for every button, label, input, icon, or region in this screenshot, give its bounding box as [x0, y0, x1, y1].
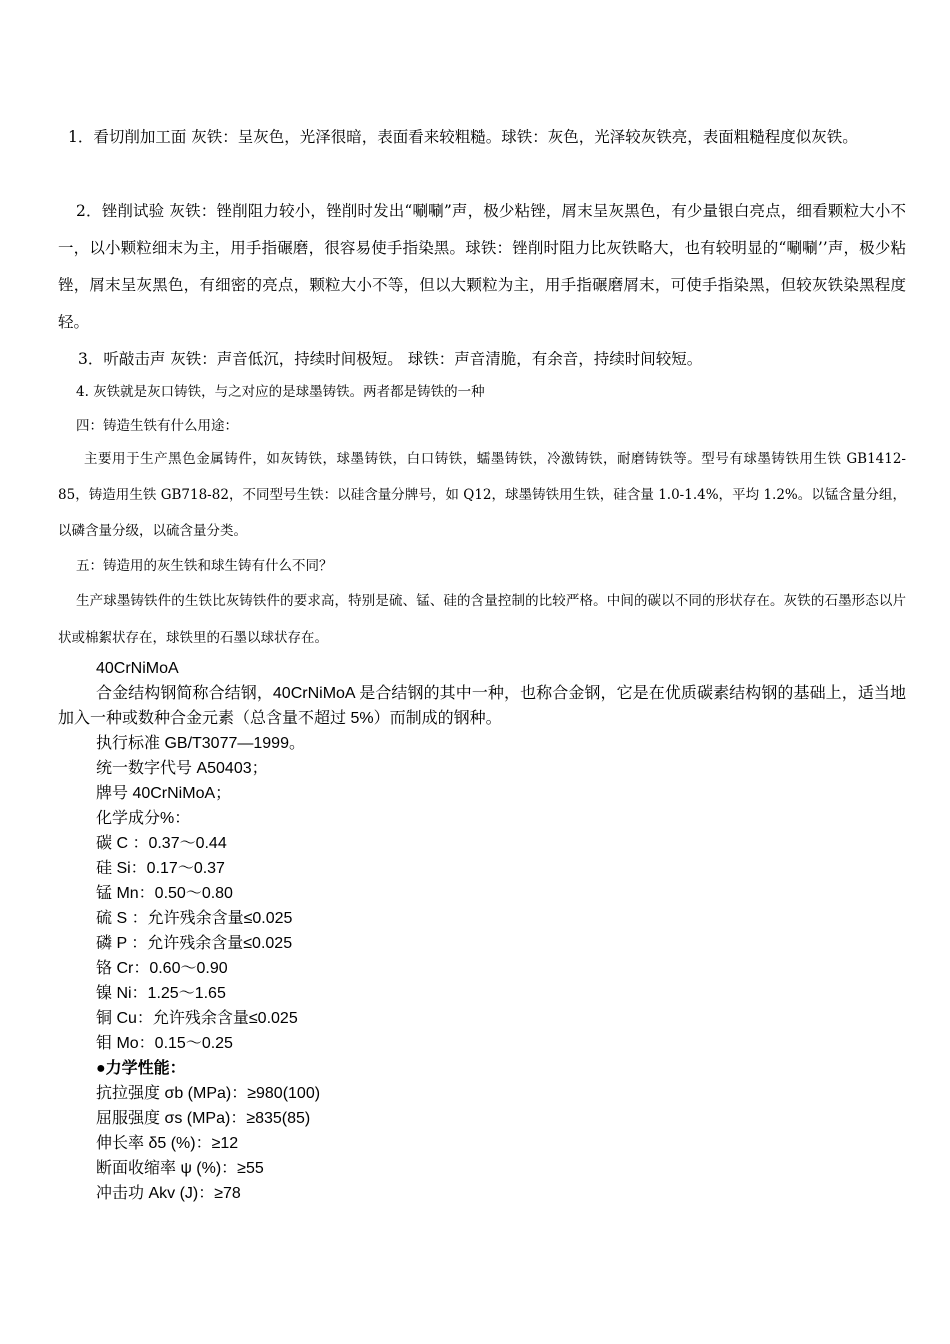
steel-intro: 合金结构钢简称合结钢，40CrNiMoA 是合结钢的其中一种，也称合金钢，它是在优质碳素结构钢的基础上，适当地加入一种或数种合金元素（总含量不超过 5%）而制成的钢种。 [58, 685, 906, 727]
mechanical-item: 抗拉强度 σb (MPa)：≥980(100) [96, 1085, 321, 1102]
paragraph-gray-vs-ductile: 生产球墨铸铁件的生铁比灰铸铁件的要求高，特别是硫、锰、硅的含量控制的比较严格。中间的碳以不同的形状存在。灰铁的石墨形态以片状或棉絮状存在，球铁里的石墨以球状存在。 [58, 593, 906, 646]
mechanical-item: 屈服强度 σs (MPa)：≥835(85) [96, 1110, 311, 1127]
composition-item: 锰 Mn：0.50～0.80 [96, 885, 233, 902]
mechanical-item: 伸长率 δ5 (%)：≥12 [96, 1135, 239, 1152]
steel-standard: 执行标准 GB/T3077—1999。 [96, 735, 305, 752]
steel-grade: 牌号 40CrNiMoA； [96, 785, 232, 802]
mechanical-item: 断面收缩率 ψ (%)：≥55 [96, 1160, 264, 1177]
composition-item: 铜 Cu：允许残余含量≤0.025 [96, 1010, 298, 1027]
paragraph-file-test: 2．锉削试验 灰铁：锉削阻力较小，锉削时发出“唰唰”声，极少粘锉，屑末呈灰黑色，有少量银白亮点，细看颗粒大小不一，以小颗粒细末为主，用手指碾磨，很容易使手指染黑。球铁：锉削时阻力比灰铁略大，也有较明显的“唰唰’’声，极少粘锉，屑末呈灰黑色，有细密的亮点，颗粒大小不等，但以大颗粒为主，用手指碾磨屑末，可使手指染黑，但较灰铁染黑程度轻。 [58, 202, 906, 331]
steel-title: 40CrNiMoA [96, 660, 179, 677]
composition-item: 硅 Si：0.17～0.37 [96, 860, 225, 877]
composition-heading: 化学成分%： [96, 810, 191, 827]
composition-item: 铬 Cr：0.60～0.90 [96, 960, 228, 977]
mechanical-heading: ●力学性能： [96, 1060, 186, 1077]
mechanical-item: 冲击功 Akv (J)：≥78 [96, 1185, 241, 1202]
composition-item: 碳 C ：0.37～0.44 [96, 835, 227, 852]
paragraph-cutting-surface: 1．看切削加工面 灰铁：呈灰色，光泽很暗，表面看来较粗糙。球铁：灰色，光泽较灰铁亮，表面粗糙程度似灰铁。 [68, 128, 858, 146]
composition-item: 钼 Mo：0.15～0.25 [96, 1035, 233, 1052]
heading-section-5: 五：铸造用的灰生铁和球生铸有什么不同？ [76, 558, 333, 574]
paragraph-pig-iron-uses: 主要用于生产黑色金属铸件，如灰铸铁，球墨铸铁，白口铸铁，蠕墨铸铁，冷激铸铁，耐磨铸铁等。型号有球墨铸铁用生铁 GB1412-85，铸造用生铁 GB718-82，不同型号生铁：以硅含量分牌号，如 Q12，球墨铸铁用生铁，硅含量 1.0-1.4%，平均 1.2%。以锰含量分组，以磷含量分级，以硫含量分类。 [58, 451, 906, 539]
composition-item: 镍 Ni：1.25～1.65 [96, 985, 226, 1002]
heading-section-4: 四：铸造生铁有什么用途： [76, 418, 238, 434]
steel-numeric-code: 统一数字代号 A50403； [96, 760, 268, 777]
composition-item: 磷 P ：允许残余含量≤0.025 [96, 935, 293, 952]
paragraph-knock-sound: 3．听敲击声 灰铁：声音低沉，持续时间极短。 球铁：声音清脆，有余音，持续时间较短。 [78, 350, 703, 368]
composition-item: 硫 S ：允许残余含量≤0.025 [96, 910, 293, 927]
paragraph-gray-iron-definition: 4. 灰铁就是灰口铸铁，与之对应的是球墨铸铁。两者都是铸铁的一种 [76, 384, 485, 400]
